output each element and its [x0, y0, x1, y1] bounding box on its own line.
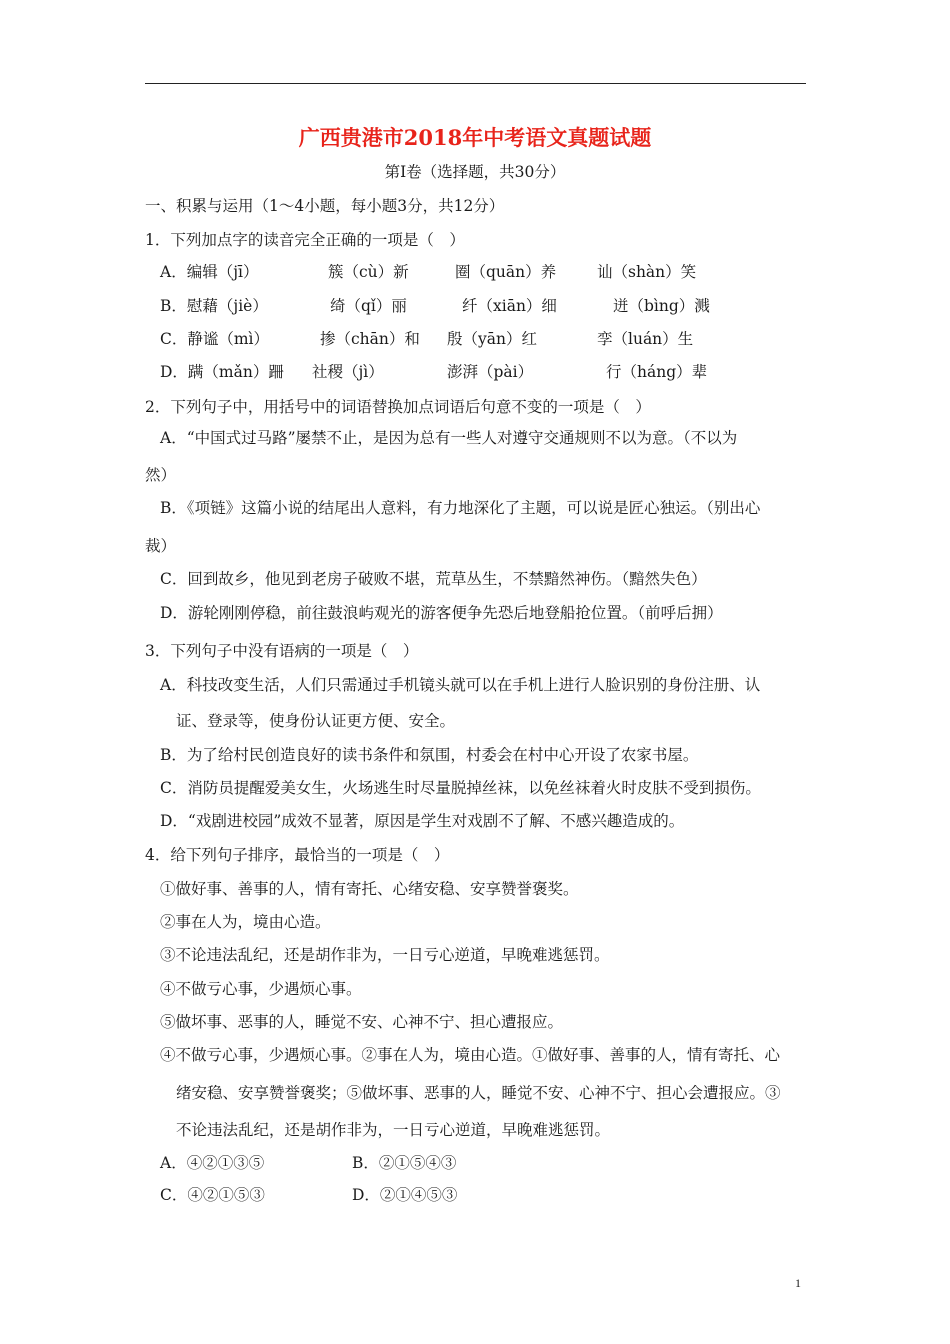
- q3-option-a: A．科技改变生活，人们只需通过手机镜头就可以在手机上进行人脸识别的身份注册、认: [160, 676, 761, 694]
- q1-option-d-3: 澎湃（pài）: [447, 363, 534, 381]
- q3-option-b: B．为了给村民创造良好的读书条件和氛围，村委会在村中心开设了农家书屋。: [160, 746, 699, 764]
- q1-option-c-3: 殷（yān）红: [447, 330, 537, 348]
- q4-paragraph-line-3: 不论违法乱纪，还是胡作非为，一日亏心逆道，早晚难逃惩罚。: [176, 1121, 611, 1139]
- q1-option-c-2: 掺（chān）和: [320, 330, 420, 348]
- q3-option-c: C．消防员提醒爱美女生，火场逃生时尽量脱掉丝袜，以免丝袜着火时皮肤不受到损伤。: [160, 779, 761, 797]
- q3-option-a-cont: 证、登录等，使身份认证更方便、安全。: [176, 712, 456, 730]
- question-3-stem: 3．下列句子中没有语病的一项是（ ）: [145, 642, 419, 660]
- q4-sentence-1: ①做好事、善事的人，情有寄托、心绪安稳、安享赞誉褒奖。: [160, 880, 579, 898]
- question-2-stem: 2．下列句子中，用括号中的词语替换加点词语后句意不变的一项是（ ）: [145, 398, 651, 416]
- q4-sentence-5: ⑤做坏事、恶事的人，睡觉不安、心神不宁、担心遭报应。: [160, 1013, 564, 1031]
- q4-option-b: B．②①⑤④③: [352, 1154, 457, 1172]
- q2-option-c: C．回到故乡，他见到老房子破败不堪，荒草丛生，不禁黯然神伤。（黯然失色）: [160, 570, 707, 588]
- page-number: 1: [795, 1276, 801, 1290]
- q4-sentence-4: ④不做亏心事，少遇烦心事。: [160, 980, 362, 998]
- q1-option-d-4: 行（háng）辈: [606, 363, 708, 381]
- q2-option-b: B．《项链》这篇小说的结尾出人意料，有力地深化了主题，可以说是匠心独运。（别出心: [160, 499, 761, 517]
- q2-option-a-cont: 然）: [145, 466, 177, 484]
- q1-option-b-2: 绮（qǐ）丽: [330, 297, 407, 315]
- q1-option-a-2: 簇（cù）新: [328, 263, 409, 281]
- q1-option-d-2: 社稷（jì）: [312, 363, 384, 381]
- question-4-stem: 4．给下列句子排序，最恰当的一项是（ ）: [145, 846, 450, 864]
- q2-option-a: A．“中国式过马路”屡禁不止，是因为总有一些人对遵守交通规则不以为意。（不以为: [160, 429, 738, 447]
- q1-option-a-3: 圈（quān）养: [455, 263, 557, 281]
- q1-option-b-3: 纤（xiān）细: [462, 297, 557, 315]
- q1-option-b-4: 迸（bìng）溅: [613, 297, 710, 315]
- q4-option-d: D．②①④⑤③: [352, 1186, 458, 1204]
- header-rule: [145, 83, 806, 84]
- q2-option-d: D．游轮刚刚停稳，前往鼓浪屿观光的游客便争先恐后地登船抢位置。（前呼后拥）: [160, 604, 723, 622]
- q1-option-b-1: B．慰藉（jiè）: [160, 297, 268, 315]
- q1-option-c-4: 孪（luán）生: [597, 330, 694, 348]
- section-heading: 一、积累与运用（1～4小题，每小题3分，共12分）: [145, 197, 505, 215]
- q4-paragraph-line-1: ④不做亏心事，少遇烦心事。②事在人为，境由心造。①做好事、善事的人，情有寄托、心: [160, 1046, 781, 1064]
- q4-paragraph-line-2: 绪安稳、安享赞誉褒奖；⑤做坏事、恶事的人，睡觉不安、心神不宁、担心会遭报应。③: [176, 1084, 781, 1102]
- q1-option-a-4: 讪（shàn）笑: [597, 263, 697, 281]
- q2-option-b-cont: 裁）: [145, 537, 177, 555]
- volume-subtitle: 第Ⅰ卷（选择题，共30分）: [384, 163, 566, 181]
- question-1-stem: 1．下列加点字的读音完全正确的一项是（ ）: [145, 231, 465, 249]
- q3-option-d: D．“戏剧进校园”成效不显著，原因是学生对戏剧不了解、不感兴趣造成的。: [160, 812, 685, 830]
- q1-option-c-1: C．静谧（mì）: [160, 330, 270, 348]
- q4-option-a: A．④②①③⑤: [160, 1154, 265, 1172]
- q4-option-c: C．④②①⑤③: [160, 1186, 265, 1204]
- q1-option-d-1: D．蹒（mǎn）跚: [160, 363, 284, 381]
- q4-sentence-3: ③不论违法乱纪，还是胡作非为，一日亏心逆道，早晚难逃惩罚。: [160, 946, 610, 964]
- q4-sentence-2: ②事在人为，境由心造。: [160, 913, 331, 931]
- q1-option-a-1: A．编辑（jī）: [160, 263, 259, 281]
- document-title: 广西贵港市2018年中考语文真题试题: [298, 125, 652, 150]
